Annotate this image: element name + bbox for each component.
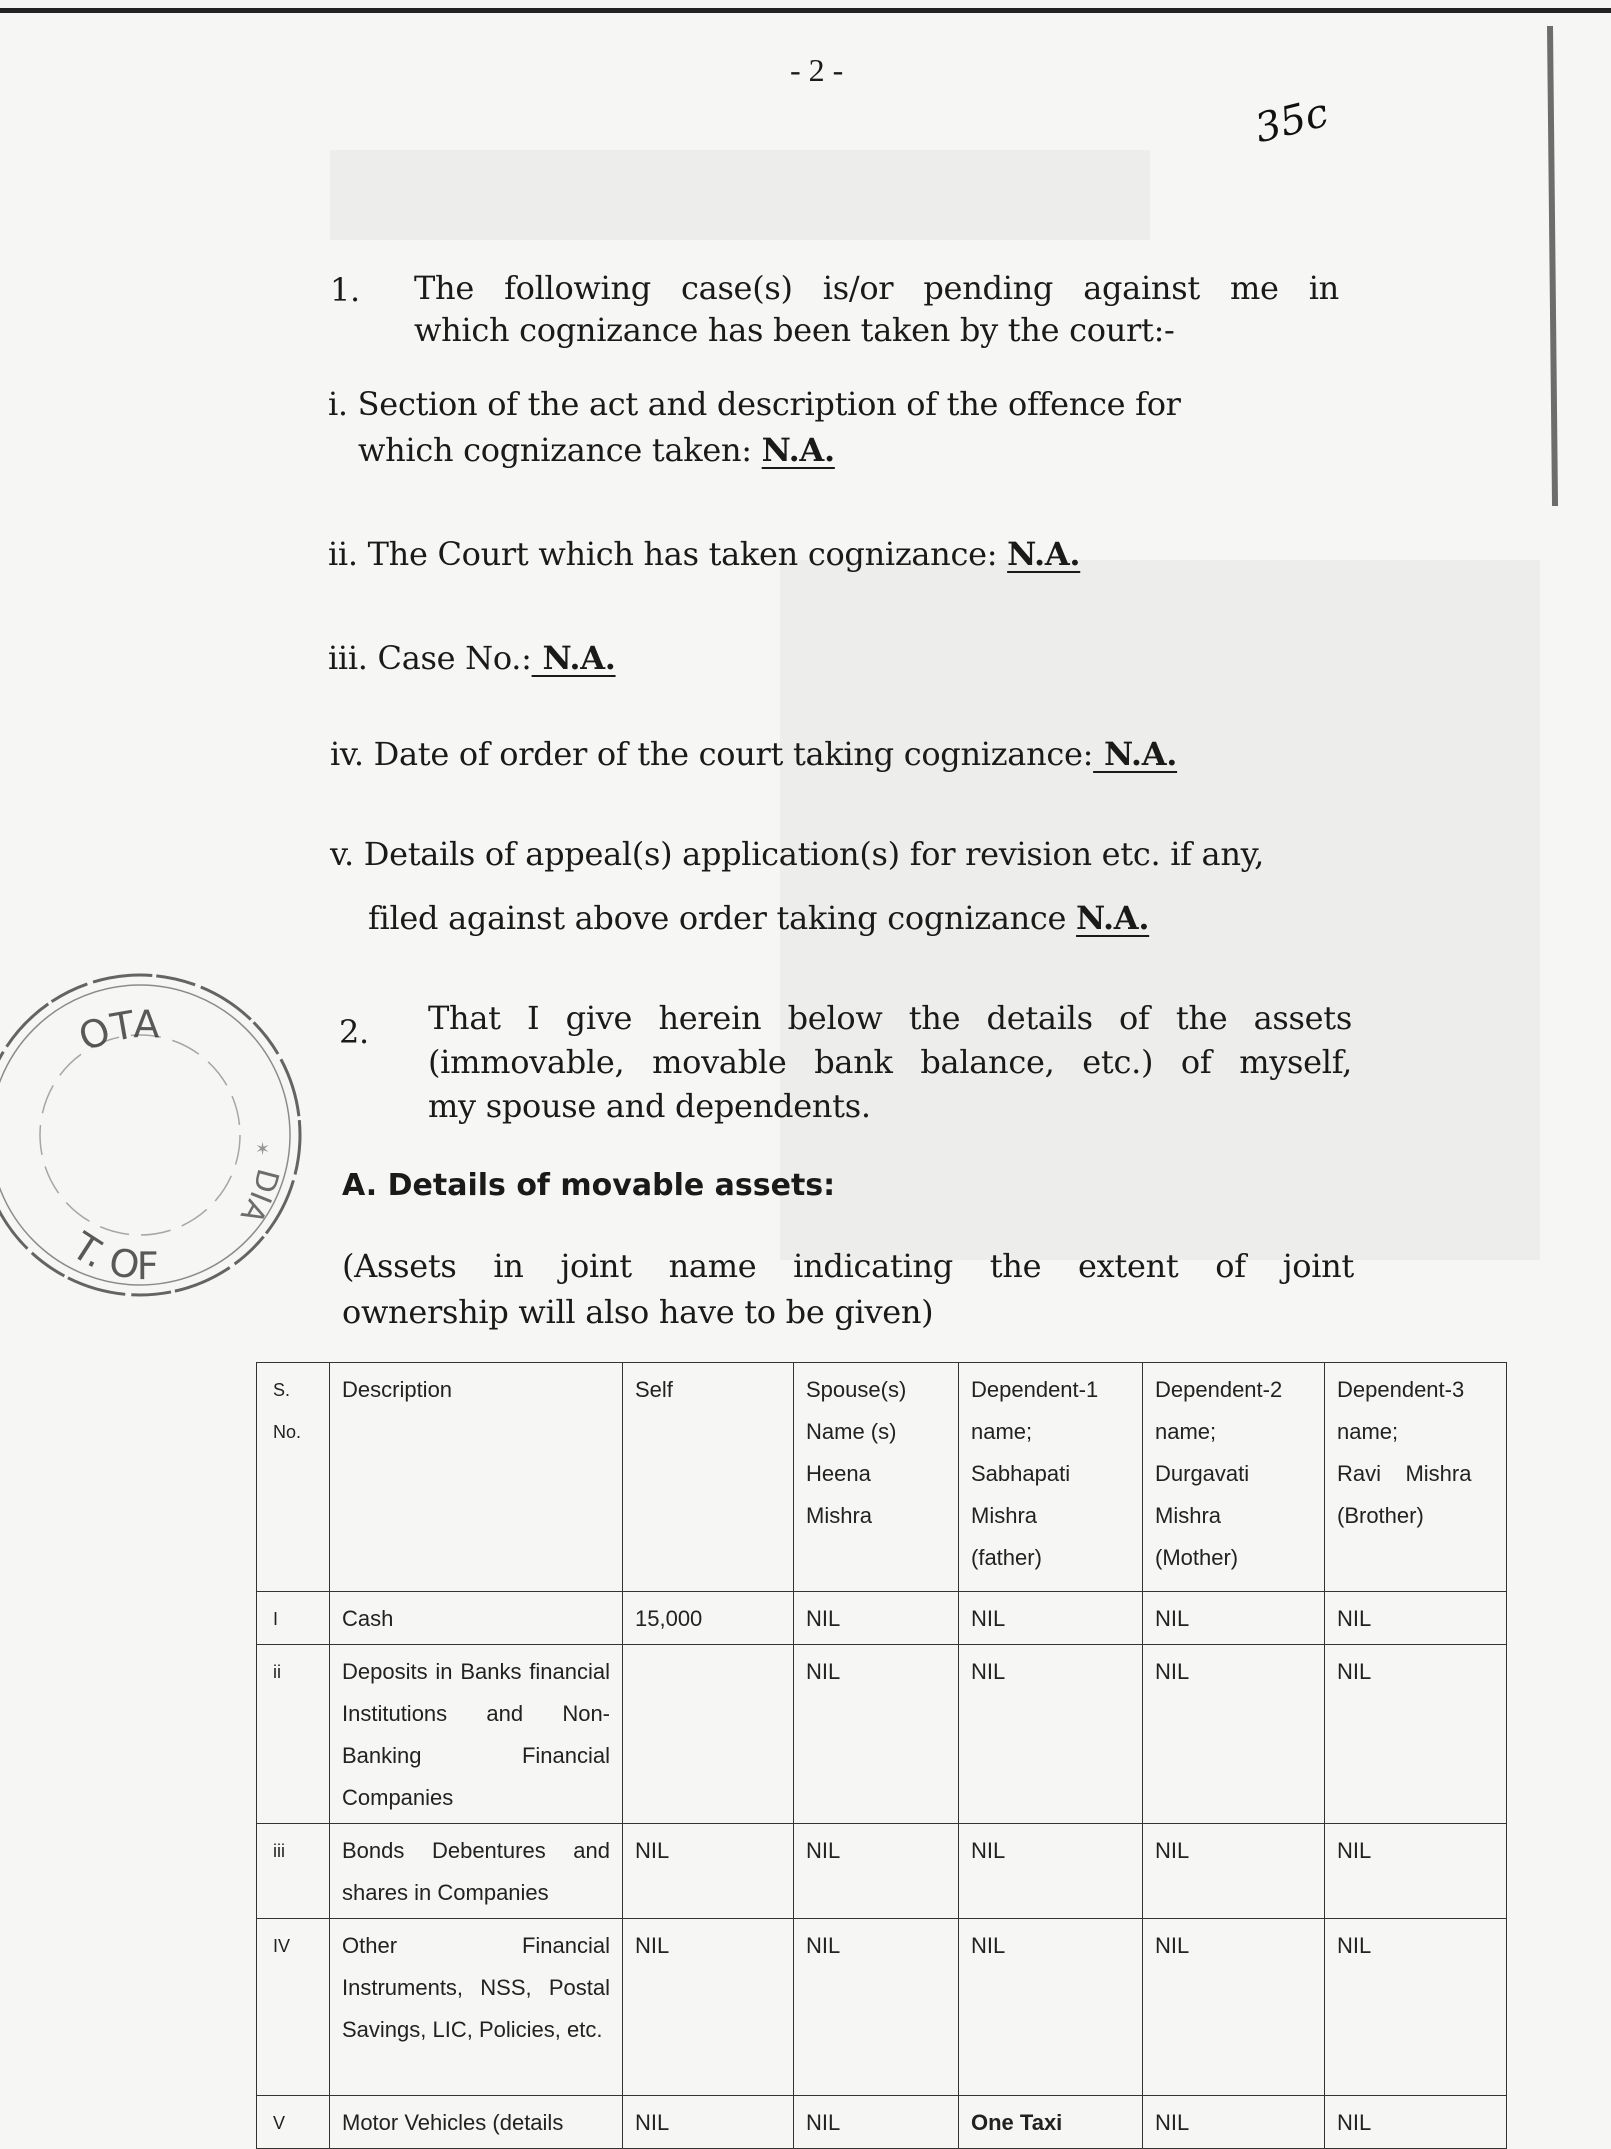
row-dependent-1: NIL	[959, 1645, 1143, 1824]
row-self: 15,000	[623, 1592, 794, 1645]
row-sno: V	[257, 2096, 330, 2149]
header-spouse: Spouse(s) Name (s) Heena Mishra	[794, 1363, 959, 1592]
row-dependent-3: NIL	[1325, 2096, 1507, 2149]
row-spouse: NIL	[794, 1645, 959, 1824]
row-description: Deposits in Banks financial Institutions and Non-Banking Financial Companies	[330, 1645, 623, 1824]
table-row	[257, 1645, 1507, 1824]
row-dependent-1: NIL	[959, 1824, 1143, 1919]
item-i-label: which cognizance taken:	[358, 431, 762, 469]
row-spouse: NIL	[794, 1592, 959, 1645]
para1-line2: which cognizance has been taken by the court:-	[414, 311, 1175, 349]
row-self: NIL	[623, 1824, 794, 1919]
row-sno: IV	[257, 1919, 330, 2096]
section-a-heading: A. Details of movable assets:	[342, 1168, 836, 1203]
row-dependent-1: NIL	[959, 1592, 1143, 1645]
row-self: NIL	[623, 1919, 794, 2096]
row-dependent-3: NIL	[1325, 1824, 1507, 1919]
row-dependent-1: NIL	[959, 1919, 1143, 2096]
handwritten-note: 35c	[1250, 89, 1333, 153]
item-ii-label: ii. The Court which has taken cognizance:	[328, 535, 1008, 573]
page-number: - 2 -	[790, 52, 844, 88]
row-sno: iii	[257, 1824, 330, 1919]
table-row	[257, 1824, 1507, 1919]
item-iv-value: N.A.	[1093, 735, 1178, 773]
row-description: Cash	[330, 1592, 623, 1645]
row-dependent-2: NIL	[1143, 2096, 1325, 2149]
row-spouse: NIL	[794, 2096, 959, 2149]
table-row	[257, 1592, 1507, 1645]
row-dependent-2: NIL	[1143, 1592, 1325, 1645]
official-seal-stamp	[0, 955, 320, 1315]
row-dependent-3: NIL	[1325, 1645, 1507, 1824]
item-iv	[330, 732, 1177, 776]
row-self: NIL	[623, 2096, 794, 2149]
table-header-row	[257, 1363, 1507, 1592]
row-dependent-2: NIL	[1143, 1919, 1325, 2096]
row-dependent-3: NIL	[1325, 1592, 1507, 1645]
table-row	[257, 1919, 1507, 2096]
row-sno: ii	[257, 1645, 330, 1824]
header-dependent-1: Dependent-1 name; Sabhapati Mishra (father)	[959, 1363, 1143, 1592]
stamp-text-bottom: T. OF	[64, 1223, 159, 1289]
header-dependent-3: Dependent-3 name; Ravi Mishra (Brother)	[1325, 1363, 1507, 1592]
scan-page-edge-right	[1547, 26, 1558, 506]
row-spouse: NIL	[794, 1824, 959, 1919]
row-spouse: NIL	[794, 1919, 959, 2096]
header-sno: S. No.	[257, 1363, 330, 1592]
item-v-line1: v. Details of appeal(s) application(s) for revision etc. if any,	[330, 835, 1265, 873]
item-v-line2	[368, 896, 1149, 940]
row-self	[623, 1645, 794, 1824]
para2-line1: That I give herein below the details of the assets	[428, 999, 1352, 1037]
show-through-shadow	[330, 150, 1150, 240]
item-ii	[328, 532, 1080, 576]
row-sno: I	[257, 1592, 330, 1645]
item-v-label: filed against above order taking cognizance	[368, 899, 1077, 937]
row-dependent-3: NIL	[1325, 1919, 1507, 2096]
para1-line1: The following case(s) is/or pending against me in	[414, 269, 1339, 307]
stamp-star-icon: ✶	[255, 1139, 271, 1160]
item-iii-value: N.A.	[531, 639, 616, 677]
header-dependent-2: Dependent-2 name; Durgavati Mishra (Mother)	[1143, 1363, 1325, 1592]
header-self: Self	[623, 1363, 794, 1592]
header-description: Description	[330, 1363, 623, 1592]
item-i-line1: i. Section of the act and description of the offence for	[328, 385, 1181, 423]
row-description: Other Financial Instruments, NSS, Postal Savings, LIC, Policies, etc.	[330, 1919, 623, 2096]
row-dependent-1: One Taxi	[959, 2096, 1143, 2149]
scan-page-edge-top	[0, 8, 1611, 13]
para2-line2: (immovable, movable bank balance, etc.) of myself,	[428, 1043, 1352, 1081]
item-i-value: N.A.	[761, 431, 835, 469]
section-a-note-line1: (Assets in joint name indicating the extent of joint	[342, 1247, 1354, 1285]
para2-number: 2.	[339, 1013, 369, 1051]
stamp-text-top: OTA	[72, 1002, 160, 1060]
row-dependent-2: NIL	[1143, 1645, 1325, 1824]
table-row	[257, 2096, 1507, 2149]
section-a-note-line2: ownership will also have to be given)	[342, 1293, 934, 1331]
item-v-value: N.A.	[1076, 899, 1150, 937]
movable-assets-table	[256, 1362, 1507, 2149]
item-iv-label: iv. Date of order of the court taking cognizance:	[330, 735, 1094, 773]
item-ii-value: N.A.	[1007, 535, 1081, 573]
para2-line3: my spouse and dependents.	[428, 1087, 871, 1125]
row-description: Bonds Debentures and shares in Companies	[330, 1824, 623, 1919]
item-iii-label: iii. Case No.:	[328, 639, 532, 677]
para1-number: 1.	[330, 271, 360, 309]
item-iii	[328, 636, 616, 680]
row-description: Motor Vehicles (details	[330, 2096, 623, 2149]
stamp-text-right: DIA	[232, 1165, 286, 1229]
row-dependent-2: NIL	[1143, 1824, 1325, 1919]
item-i-line2	[358, 428, 835, 472]
